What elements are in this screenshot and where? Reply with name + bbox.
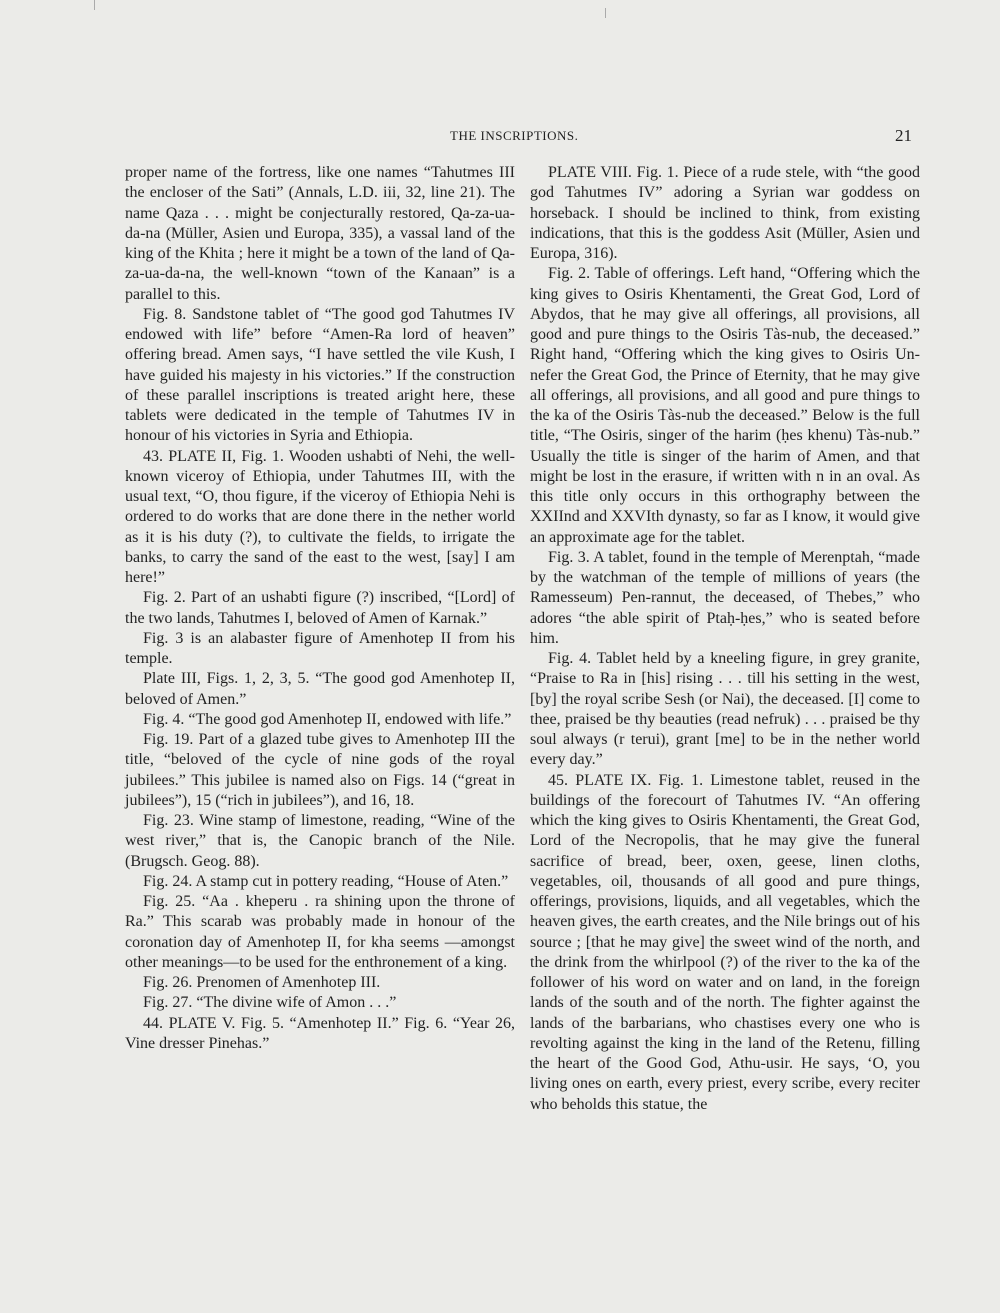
paragraph: Fig. 4. Tablet held by a kneeling figure, in grey granite, “Praise to Ra in [his] rising . . . till his setting in the west, [by] the royal scribe Sesh (or Nai), the deceased. [I] come to thee, praised be thy beauties (read nefruk) . . . praised be thy soul always (r terui), grant [me] to be in the nether world every day.” <box>530 650 920 769</box>
running-title: THE INSCRIPTIONS. <box>450 128 579 143</box>
paragraph: Plate III, Figs. 1, 2, 3, 5. “The good god Amenhotep II, beloved of Amen.” <box>125 670 515 708</box>
right-column <box>530 163 920 1115</box>
paragraph: Fig. 2. Table of offerings. Left hand, “Offering which the king gives to Osiris Khentamenti, the Great God, Lord of Abydos, that he may give all offerings, all provisions, all good and pure things to the Osiris Tàs-nub, the deceased.” Right hand, “Offering which the king gives to Osiris Un-nefer the Great God, the Prince of Eternity, that he may give all offerings, all provisions, and all good and pure things to the ka of the Osiris Tàs-nub the deceased.” Below is the full title, “The Osiris, singer of the harim (ḥes khenu) Tàs-nub.” Usually the title is singer of the harim of Amen, and that might be lost in the erasure, if written with n in an oval. As this title only occurs in this orthography between the XXIInd and XXVIth dynasty, so far as I know, it would give an approximate age for the tablet. <box>530 265 920 546</box>
paragraph: Fig. 23. Wine stamp of limestone, reading, “Wine of the west river,” that is, the Canopic branch of the Nile. (Brugsch. Geog. 88). <box>125 812 515 870</box>
paragraph: Fig. 3 is an alabaster figure of Amenhotep II from his temple. <box>125 629 515 667</box>
paragraph: Fig. 19. Part of a glazed tube gives to Amenhotep III the title, “beloved of the cycle of nine gods of the royal jubilees.” This jubilee is named also on Figs. 14 (“great in jubilees”), 15 (“rich in jubilees”), and 16, 18. <box>125 731 515 809</box>
paragraph: Fig. 24. A stamp cut in pottery reading, “House of Aten.” <box>143 872 509 890</box>
scan-speck <box>605 8 606 18</box>
page-header <box>0 128 1000 148</box>
paragraph: 45. PLATE IX. Fig. 1. Limestone tablet, reused in the buildings of the forecourt of Tahutmes IV. “An offering which the king gives to Osiris Khentamenti, the Great God, Lord of the Necropolis, that he may give the funeral sacrifice of bread, beer, oxen, geese, linen cloths, vegetables, oil, thousands of all good and pure things, offerings, provisions, liquids, and all vegetables, which the heaven gives, the earth creates, and the Nile brings out of his source ; [that he may give] the sweet wind of the north, and the drink from the whirlpool (?) of the river to the ka of the follower of his word on water and on land, in the foreign lands of the south and of the north. The fighter against the lands of the barbarians, who chastises every one who is revolting against the king in the land of the Retenu, filling the heart of the Good God, Athu-usir. He says, ‘O, you living ones on earth, every priest, every scribe, every reciter who beholds this statue, the <box>530 771 920 1113</box>
paragraph: Fig. 3. A tablet, found in the temple of Merenptah, “made by the watchman of the temple of millions of years (the Ramesseum) Pen-rannut, the deceased, of Thebes,” who adores “the able spirit of Ptaḥ-ḥes,” who is seated before him. <box>530 548 920 647</box>
paragraph: proper name of the fortress, like one names “Tahutmes III the encloser of the Sati” (Annals, L.D. iii, 32, line 21). The name Qaza . . . might be conjecturally restored, Qa-za-ua-da-na (Müller, Asien und Europa, 335), a vassal land of the king of the Khita ; here it might be a town of the land of Qa-za-ua-da-na, the well-known “town of the Kanaan” is a parallel to this. <box>125 164 515 303</box>
paragraph: Fig. 27. “The divine wife of Amon . . .” <box>143 994 397 1012</box>
paragraph: 43. PLATE II, Fig. 1. Wooden ushabti of Nehi, the well-known viceroy of Ethiopia, under Tahutmes III, with the usual text, “O, thou figure, if the viceroy of Ethiopia Nehi is ordered to do works that are done there in the nether world as it is his duty (?), to cultivate the fields, to irrigate the banks, to carry the sand of the east to the west, [say] I am here!” <box>125 447 515 586</box>
scan-speck <box>94 0 95 10</box>
paragraph: Fig. 25. “Aa . kheperu . ra shining upon the throne of Ra.” This scarab was probably made in honour of the coronation day of Amenhotep II, for kha seems —amongst other meanings—to be used for the enthronement of a king. <box>125 893 515 971</box>
paragraph: Fig. 2. Part of an ushabti figure (?) inscribed, “[Lord] of the two lands, Tahutmes I, beloved of Amen of Karnak.” <box>125 589 515 627</box>
paragraph: Fig. 8. Sandstone tablet of “The good god Tahutmes IV endowed with life” before “Amen-Ra lord of heaven” offering bread. Amen says, “I have settled the vile Kush, I have guided his majesty in his victories.” If the construction of these parallel inscriptions is treated aright here, these tablets were dedicated in the temple of Tahutmes IV in honour of his victories in Syria and Ethiopia. <box>125 305 515 445</box>
paragraph: 44. PLATE V. Fig. 5. “Amenhotep II.” Fig. 6. “Year 26, Vine dresser Pinehas.” <box>125 1014 515 1052</box>
left-column <box>125 163 515 1054</box>
paragraph: Fig. 26. Prenomen of Amenhotep III. <box>143 974 381 991</box>
paragraph: Fig. 4. “The good god Amenhotep II, endowed with life.” <box>143 710 512 728</box>
paragraph: PLATE VIII. Fig. 1. Piece of a rude stele, with “the good god Tahutmes IV” adoring a Syrian war goddess on horseback. I should be inclined to think, from existing indications, that this is the goddess Asit (Müller, Asien und Europa, 316). <box>530 164 920 262</box>
page-number: 21 <box>895 126 912 145</box>
